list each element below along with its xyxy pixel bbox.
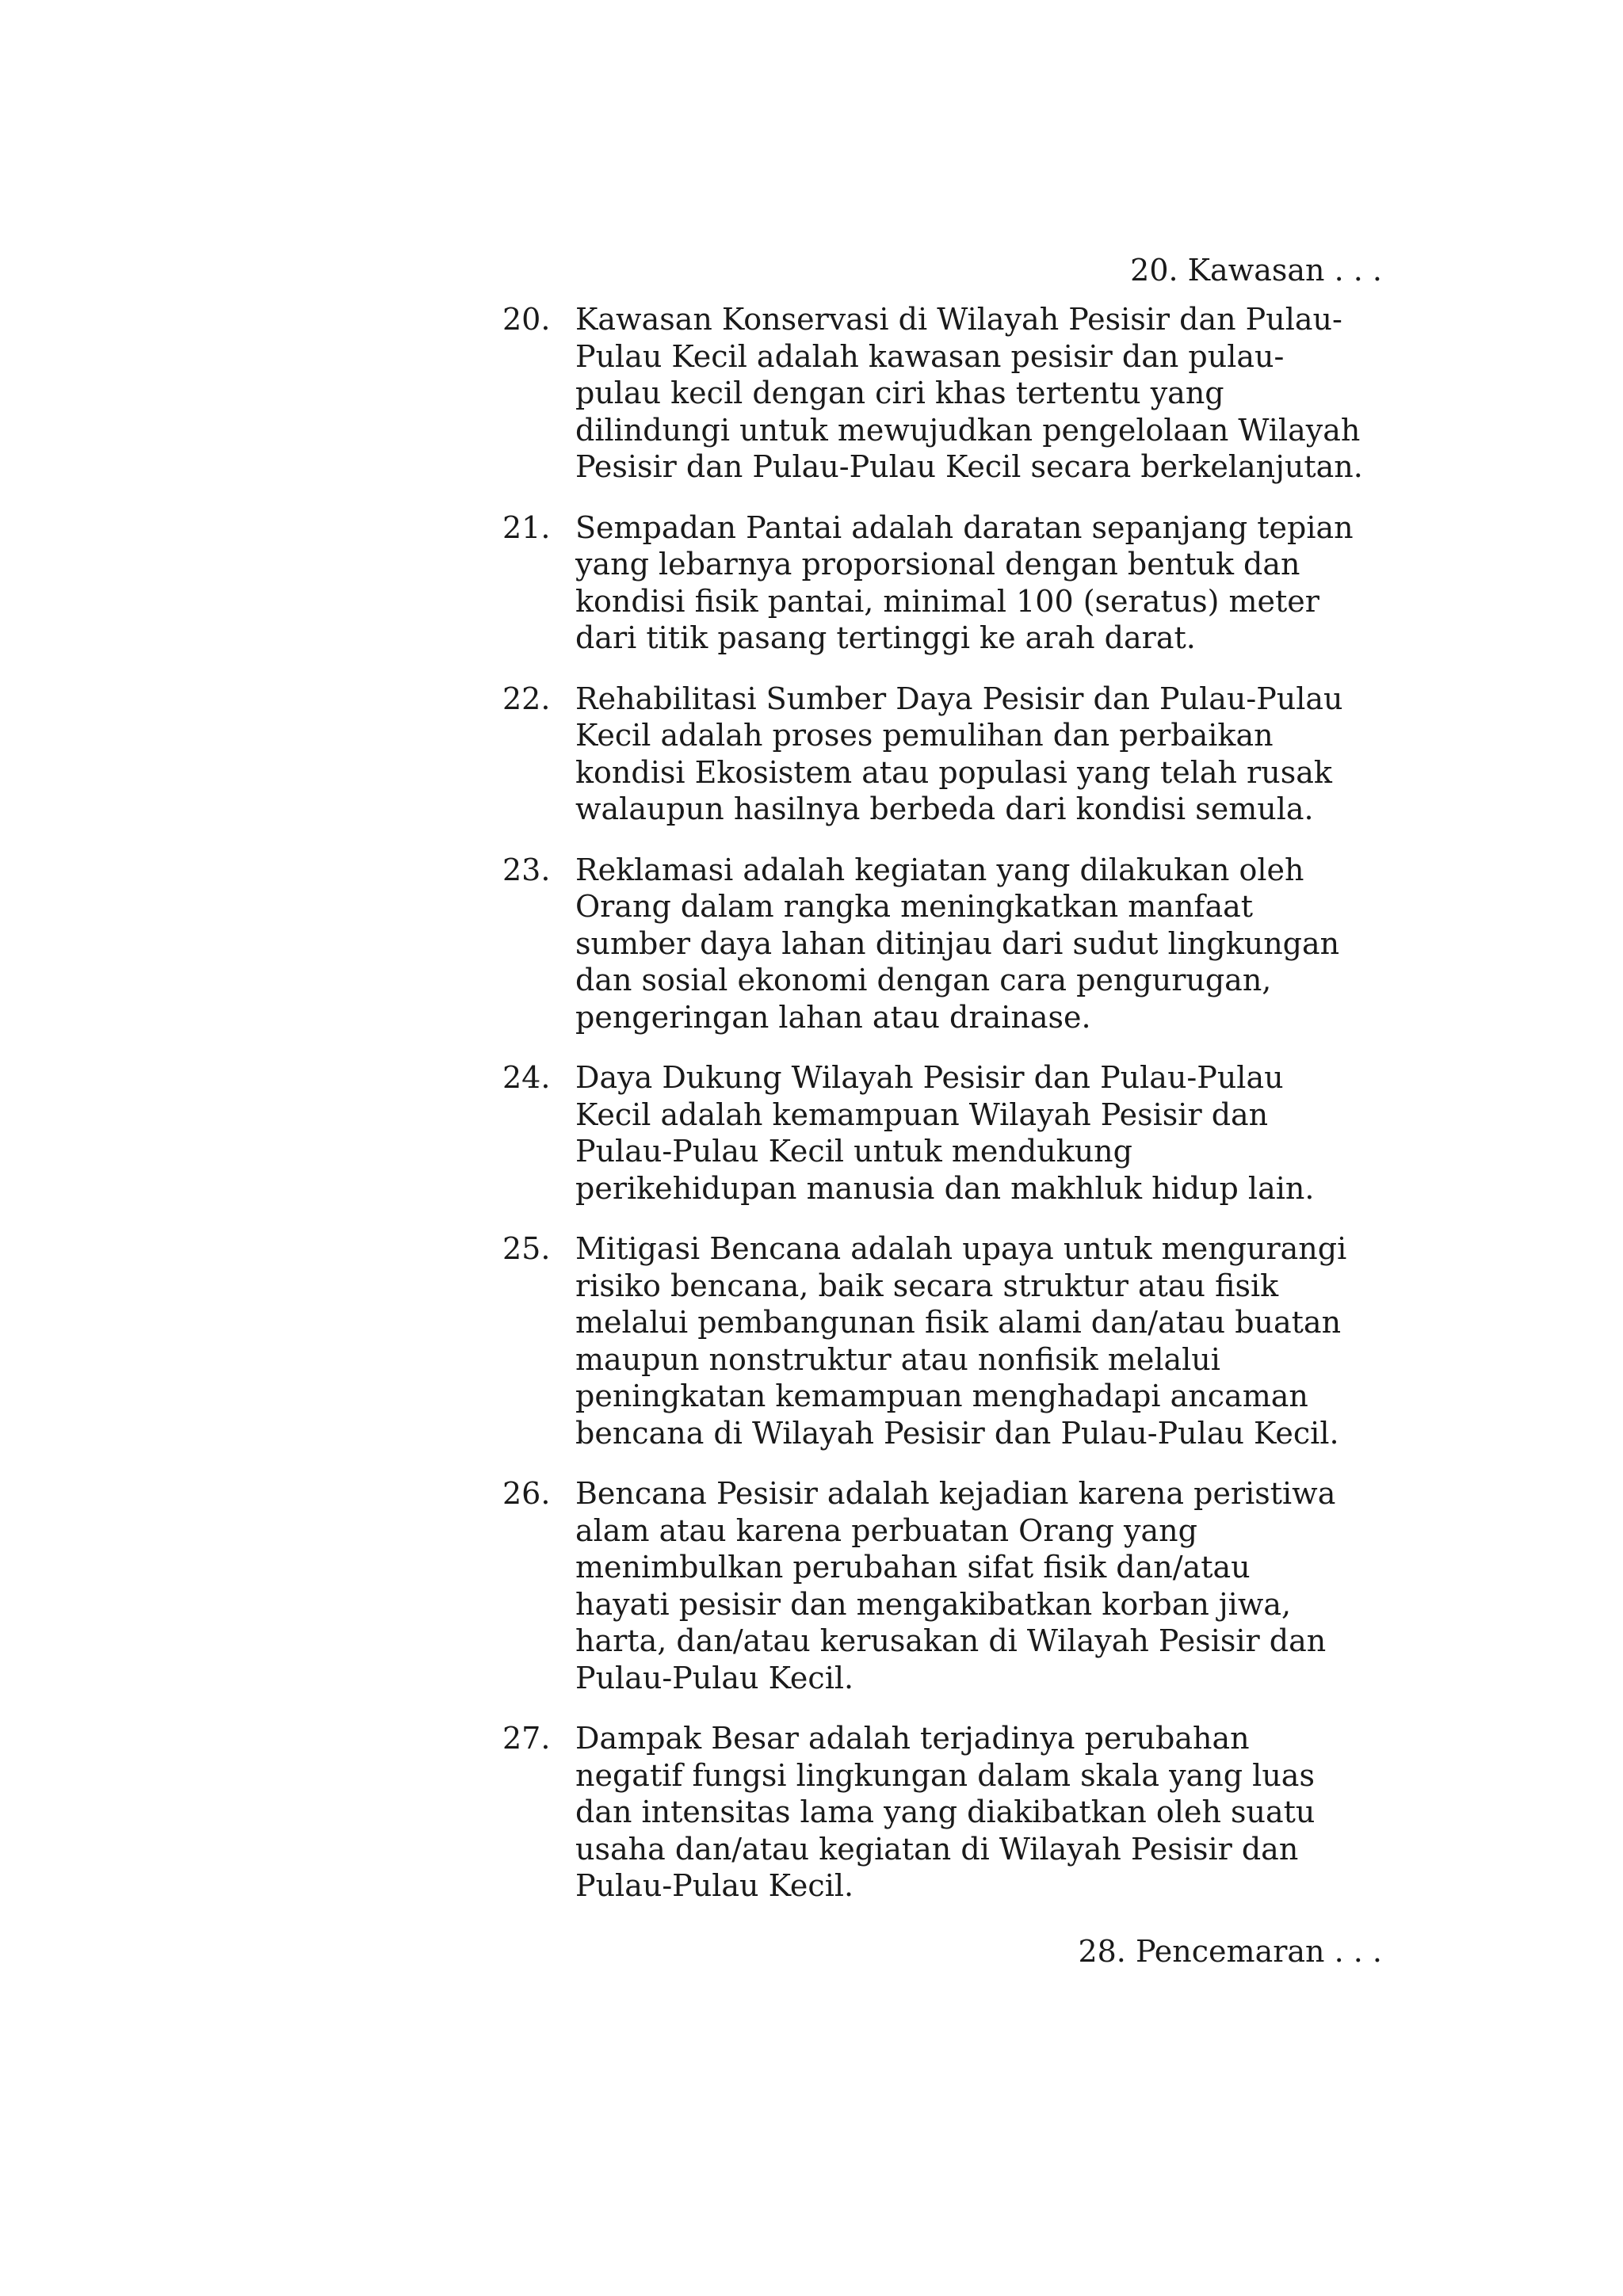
definition-line: hayati pesisir dan mengakibatkan korban jiwa, [575, 1586, 1292, 1622]
definition-number: 25. [502, 1231, 551, 1266]
definition-line: Pulau-Pulau Kecil untuk mendukung [575, 1134, 1132, 1169]
definition-line: dilindungi untuk mewujudkan pengelolaan Wilayah [575, 412, 1361, 448]
definition-item [502, 509, 1390, 657]
definition-line: Sempadan Pantai adalah daratan sepanjang tepian [575, 509, 1354, 545]
definition-number: 27. [502, 1721, 551, 1756]
definition-number: 20. [502, 302, 551, 337]
definition-line: alam atau karena perbuatan Orang yang [575, 1512, 1197, 1548]
definition-line: dari titik pasang tertinggi ke arah darat. [575, 620, 1196, 655]
definition-item [502, 301, 1390, 486]
definition-item [502, 1720, 1390, 1905]
definition-line: kondisi fisik pantai, minimal 100 (seratus) meter [575, 583, 1319, 619]
definition-line: Kecil adalah proses pemulihan dan perbaikan [575, 718, 1274, 753]
definition-line: Orang dalam rangka meningkatkan manfaat [575, 889, 1254, 924]
definition-line: Pesisir dan Pulau-Pulau Kecil secara berkelanjutan. [575, 449, 1363, 484]
page-header-continuation: 20. Kawasan . . . [1130, 253, 1382, 288]
definition-line: Reklamasi adalah kegiatan yang dilakukan oleh [575, 852, 1304, 887]
definition-number: 21. [502, 509, 551, 545]
definition-line: pulau kecil dengan ciri khas tertentu yang [575, 376, 1224, 410]
definition-line: Bencana Pesisir adalah kejadian karena peristiwa [575, 1476, 1336, 1511]
definition-line: usaha dan/atau kegiatan di Wilayah Pesisir dan [575, 1831, 1299, 1867]
definition-number: 23. [502, 852, 551, 887]
definition-line: maupun nonstruktur atau nonfisik melalui [575, 1341, 1220, 1377]
definition-line: menimbulkan perubahan sifat fisik dan/atau [575, 1550, 1251, 1585]
definition-line: negatif fungsi lingkungan dalam skala yang luas [575, 1757, 1315, 1793]
definition-line: Pulau-Pulau Kecil. [575, 1660, 854, 1695]
definition-line: Daya Dukung Wilayah Pesisir dan Pulau-Pulau [575, 1060, 1284, 1095]
definition-line: dan sosial ekonomi dengan cara pengurugan, [575, 963, 1272, 997]
definition-line: perikehidupan manusia dan makhluk hidup lain. [575, 1170, 1315, 1206]
definition-line: Dampak Besar adalah terjadinya perubahan [575, 1721, 1250, 1756]
definition-line: dan intensitas lama yang diakibatkan oleh suatu [575, 1794, 1316, 1829]
definition-line: risiko bencana, baik secara struktur atau fisik [575, 1268, 1279, 1303]
definition-line: Pulau Kecil adalah kawasan pesisir dan pulau- [575, 338, 1285, 374]
definition-line: pengeringan lahan atau drainase. [575, 999, 1091, 1035]
definition-line: yang lebarnya proporsional dengan bentuk dan [575, 547, 1300, 582]
definition-item [502, 852, 1390, 1036]
definition-line: harta, dan/atau kerusakan di Wilayah Pesisir dan [575, 1623, 1327, 1658]
definition-number: 22. [502, 681, 551, 716]
page-footer-continuation: 28. Pencemaran . . . [1078, 1934, 1382, 1969]
definition-line: Kecil adalah kemampuan Wilayah Pesisir dan [575, 1097, 1269, 1132]
definition-item [502, 1059, 1390, 1207]
definition-line: peningkatan kemampuan menghadapi ancaman [575, 1379, 1308, 1413]
definition-line: bencana di Wilayah Pesisir dan Pulau-Pulau Kecil. [575, 1415, 1339, 1451]
definition-line: sumber daya lahan ditinjau dari sudut lingkungan [575, 925, 1340, 961]
definition-line: melalui pembangunan fisik alami dan/atau buatan [575, 1305, 1342, 1340]
definition-number: 26. [502, 1476, 551, 1511]
definition-line: Kawasan Konservasi di Wilayah Pesisir dan Pulau- [575, 302, 1342, 337]
definition-line: Rehabilitasi Sumber Daya Pesisir dan Pulau-Pulau [575, 681, 1343, 716]
definition-number: 24. [502, 1060, 551, 1095]
definition-line: Mitigasi Bencana adalah upaya untuk mengurangi [575, 1231, 1347, 1266]
definition-item [502, 1475, 1390, 1696]
definition-line: walaupun hasilnya berbeda dari kondisi semula. [575, 791, 1314, 826]
definition-item [502, 681, 1390, 828]
definition-list [502, 301, 1390, 1928]
definition-line: kondisi Ekosistem atau populasi yang telah rusak [575, 754, 1332, 790]
definition-line: Pulau-Pulau Kecil. [575, 1868, 854, 1903]
definition-item [502, 1230, 1390, 1451]
